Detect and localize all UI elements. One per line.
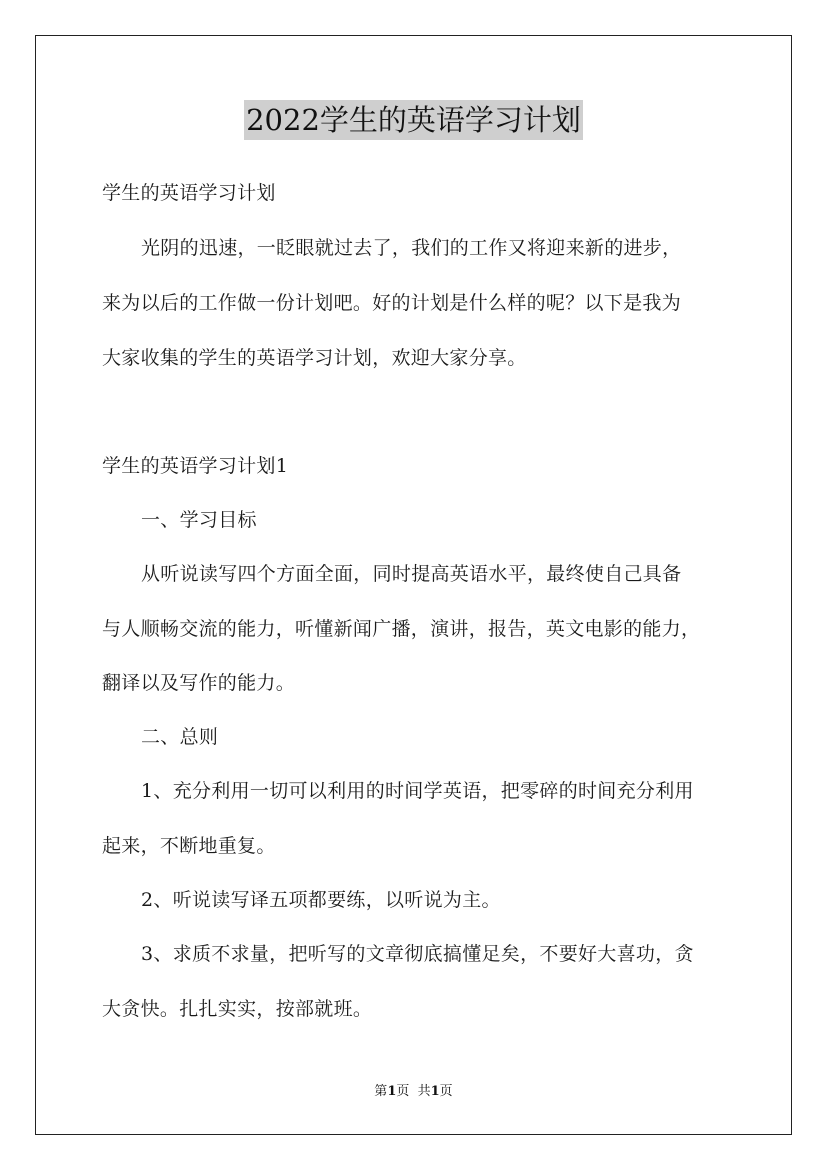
paragraph-line: 光阴的迅速，一眨眼就过去了，我们的工作又将迎来新的进步， (141, 237, 682, 259)
document-title: 2022学生的英语学习计划 (244, 100, 583, 140)
paragraph-line: 从听说读写四个方面全面，同时提高英语水平，最终使自己具备 (141, 563, 682, 585)
paragraph-line: 起来，不断地重复。 (102, 835, 276, 857)
footer-suffix: 页 (439, 1084, 453, 1099)
subsection-heading: 二、总则 (141, 726, 219, 748)
footer-page-total: 1 (430, 1084, 440, 1099)
paragraph-line: 大家收集的学生的英语学习计划，欢迎大家分享。 (102, 347, 527, 369)
section-heading: 学生的英语学习计划1 (102, 455, 289, 477)
paragraph-line: 大贪快。扎扎实实，按部就班。 (102, 998, 373, 1020)
paragraph-line: 2、听说读写译五项都要练，以听说为主。 (141, 889, 501, 911)
paragraph-line: 与人顺畅交流的能力，听懂新闻广播，演讲，报告，英文电影的能力， (102, 618, 701, 640)
subsection-heading: 一、学习目标 (141, 509, 257, 531)
paragraph-line: 翻译以及写作的能力。 (102, 672, 296, 694)
paragraph-line: 1、充分利用一切可以利用的时间学英语，把零碎的时间充分利用 (141, 780, 694, 802)
section-heading: 学生的英语学习计划 (102, 182, 276, 204)
footer-prefix: 第 (374, 1084, 388, 1099)
footer-mid: 页 共 (396, 1084, 431, 1099)
paragraph-line: 3、求质不求量，把听写的文章彻底搞懂足矣，不要好大喜功，贪 (141, 943, 694, 965)
paragraph-line: 来为以后的工作做一份计划吧。好的计划是什么样的呢？以下是我为 (102, 292, 682, 314)
title-wrapper (0, 100, 827, 140)
footer-page-current: 1 (387, 1084, 397, 1099)
page-footer (0, 1084, 827, 1100)
